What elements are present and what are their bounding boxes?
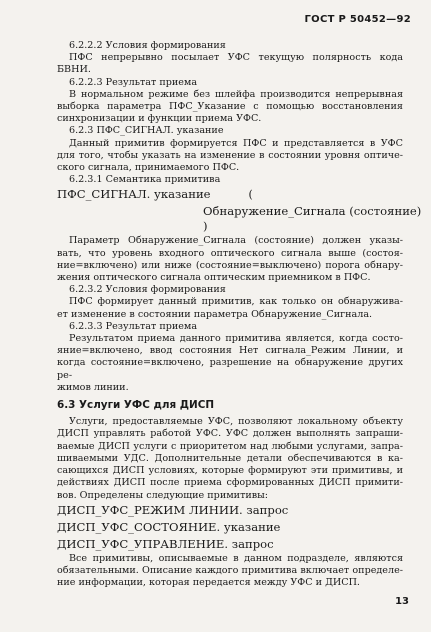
paragraph-line: когда состояние=включено, разрешение на обнаружение других ре- [57,357,403,381]
paragraph-line: ПФС непрерывно посылает УФС текущую полярность кода [69,52,403,64]
paragraph-line: действиях ДИСП после приема сформированных ДИСП примити- [57,477,403,489]
paragraph-line: жения оптического сигнала оптическим приемником в ПФС. [57,272,371,284]
primitive-semantics [57,186,403,203]
paragraph-line: шиваемыми УДС. Дополнительные детали обеспечиваются в ка- [57,452,403,464]
paragraph-line: для того, чтобы указать на изменение в состоянии уровня оптиче- [57,149,403,161]
page-header: ГОСТ Р 50452—92 [304,14,411,25]
paragraph-line: Результатом приема данного примитива является, когда состо- [69,333,403,345]
paragraph-line: вов. Определены следующие примитивы: [57,489,269,501]
paragraph-line: сающихся ДИСП условиях, которые формируют эти примитивы, и [57,465,403,477]
close-paren: ) [203,219,208,234]
paragraph-line: ского сигнала, принимаемого ПФС. [57,162,240,174]
subsection-heading: 6.2.3.2 Условия формирования [69,284,226,296]
primitive-parameter: Обнаружение_Сигнала (состояние) [203,204,422,219]
subsection-heading: 6.2.3.3 Результат приема [69,320,198,332]
primitive-name: ДИСП_УФС_СОСТОЯНИЕ. указание [57,519,281,534]
primitive-name: ДИСП_УФС_УПРАВЛЕНИЕ. запрос [57,536,274,551]
paragraph-line: В нормальном режиме без шлейфа производится непрерывная [69,88,403,100]
paragraph-line: синхронизации и функции приема УФС. [57,113,262,125]
paragraph-line: ние информации, которая передается между УФС и ДИСП. [57,577,360,589]
paragraph-line: Услуги, предоставляемые УФС, позволяют локальному объекту [69,416,403,428]
paragraph-line: выборка параметра ПФС_Указание с помощью восстановления [57,101,403,113]
paragraph-line: вать, что уровень входного оптического сигнала выше (состоя- [57,247,403,259]
paragraph-line: ДИСП управлять работой УФС. УФС должен выполнять запраши- [57,428,403,440]
paragraph-line: ваемые ДИСП услуги с приоритетом над любыми услугами, запра- [57,440,403,452]
paragraph-line: ет изменение в состоянии параметра Обнаружение_Сигнала. [57,308,373,320]
primitive-name: ДИСП_УФС_РЕЖИМ ЛИНИИ. запрос [57,502,289,517]
subsection-heading: 6.2.2.2 Условия формирования [69,40,226,51]
paragraph-line: Параметр Обнаружение_Сигнала (состояние) должен указы- [69,235,403,247]
paragraph-line: Все примитивы, описываемые в данном подразделе, являются [69,552,403,564]
paragraph-line: жимов линии. [57,381,129,393]
paragraph-line: ние=включено) или ниже (состояние=выключено) порога обнару- [57,259,403,271]
section-heading: 6.2.3 ПФС_СИГНАЛ. указание [69,125,224,137]
page-number: 13 [395,596,409,607]
paragraph-line: обязательными. Описание каждого примитива включает определе- [57,564,403,576]
page-content [57,40,422,589]
paragraph-line: БВНИ. [57,64,91,76]
open-paren: ( [248,188,253,202]
section-heading: 6.3 Услуги УФС для ДИСП [57,399,215,412]
subsection-heading: 6.2.3.1 Семантика примитива [69,174,221,186]
paragraph-line: ПФС формирует данный примитив, как только он обнаружива- [69,296,403,308]
primitive-name: ПФС_СИГНАЛ. указание [57,187,211,202]
paragraph-line: Данный примитив формируется ПФС и представляется в УФС [69,137,403,149]
paragraph-line: яние=включено, ввод состояния Нет сигнала_Режим Линии, и [57,345,403,357]
subsection-heading: 6.2.2.3 Результат приема [69,76,198,88]
